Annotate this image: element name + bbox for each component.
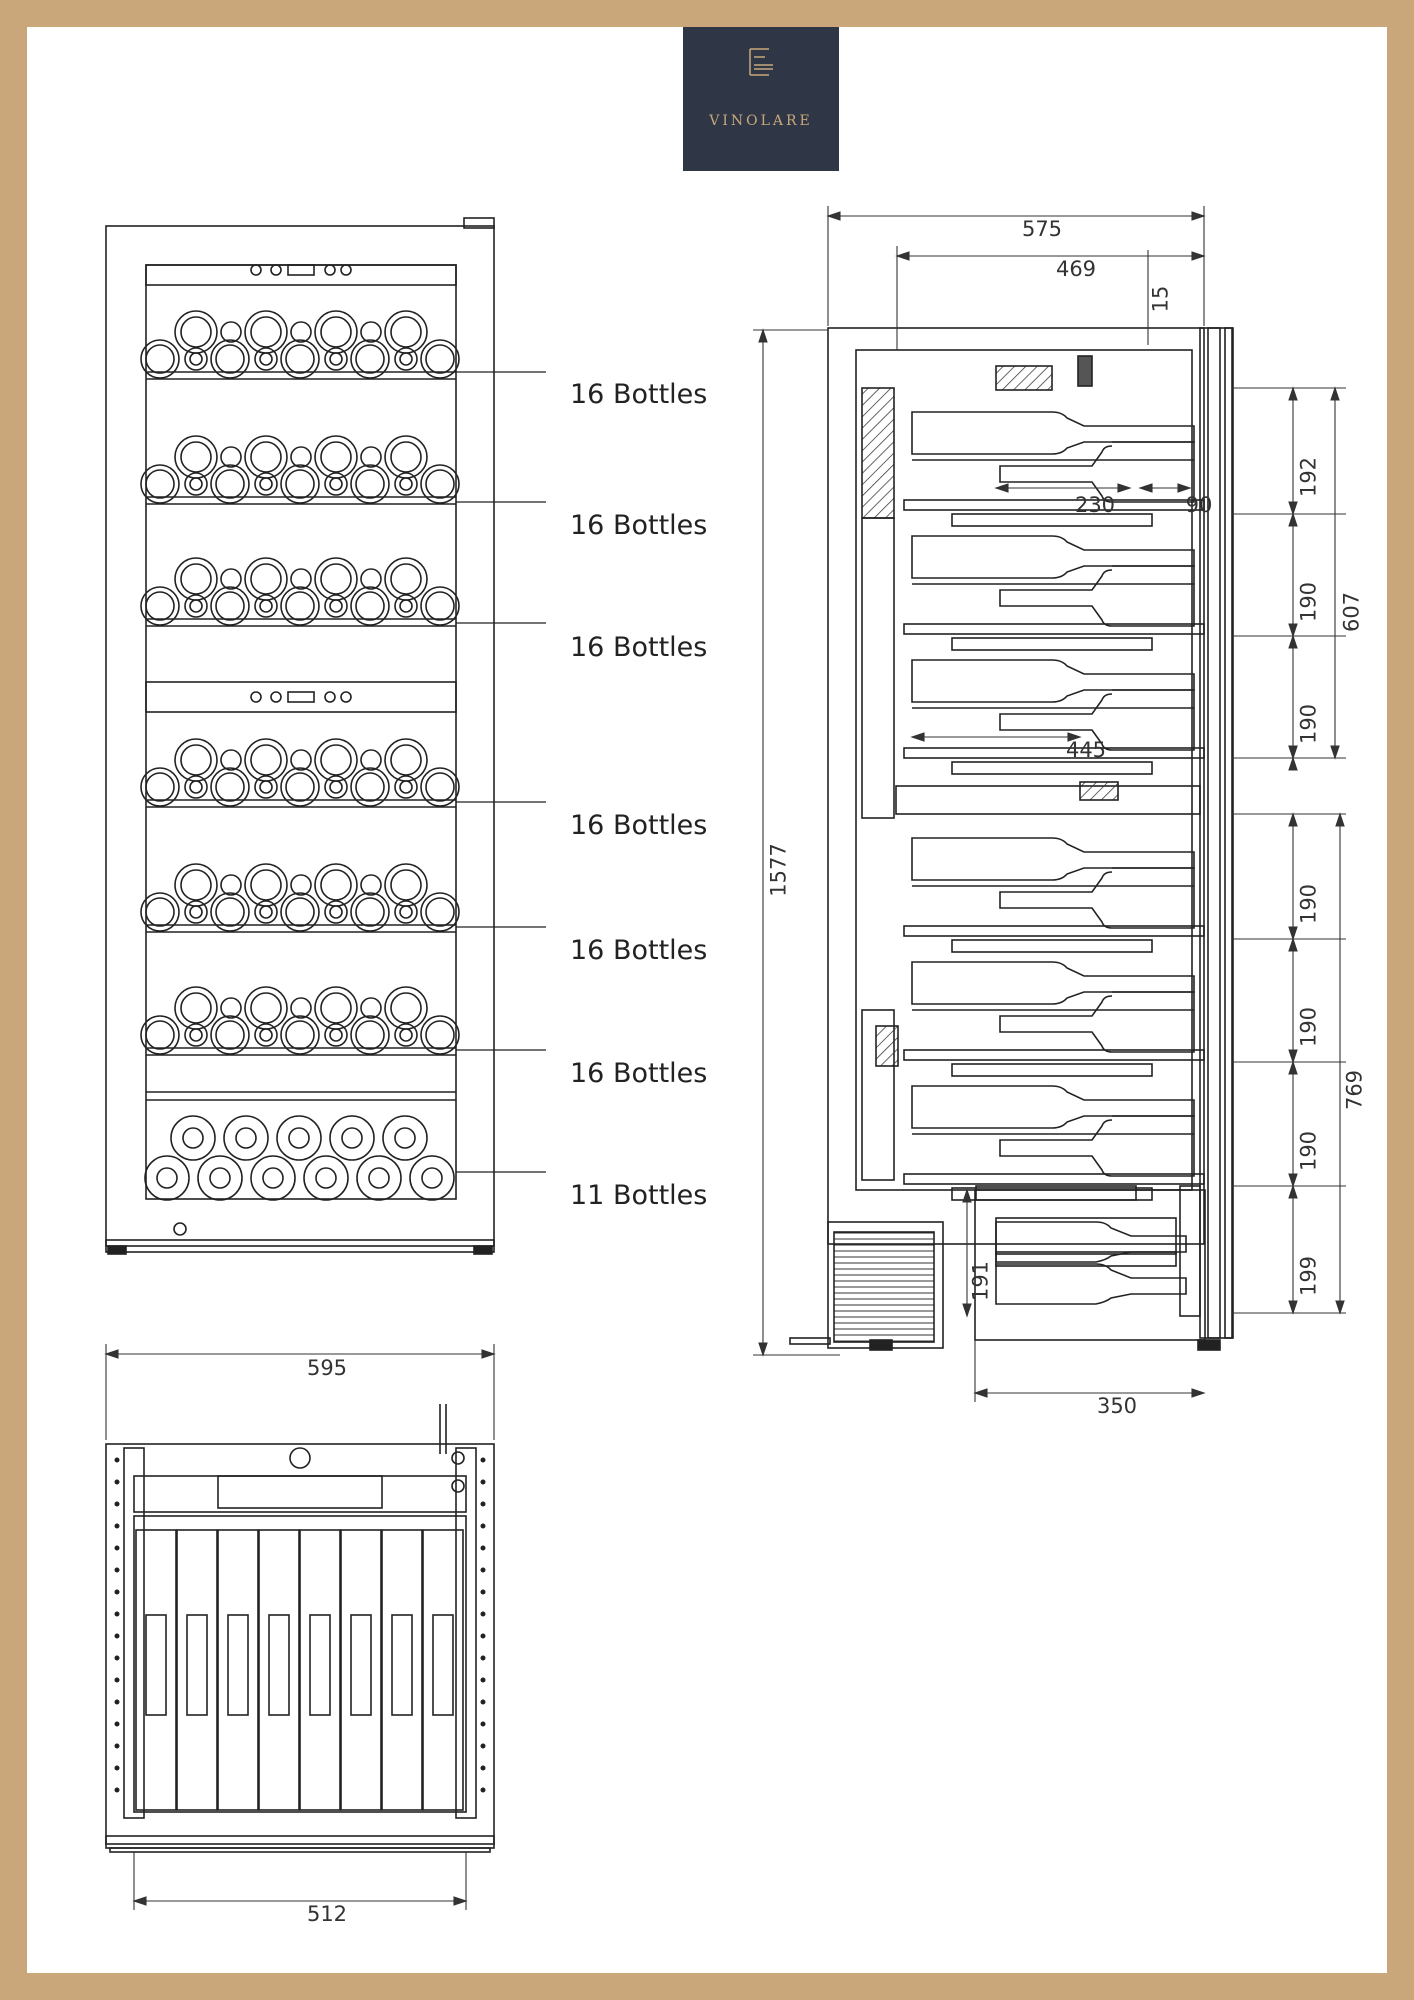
front-view-drawing (106, 218, 494, 1254)
dim-height-1577: 1577 (766, 843, 791, 897)
dim-height-191: 191 (968, 1260, 993, 1302)
dim-depth-469: 469 (1055, 257, 1097, 281)
dim-shelf-190-c: 190 (1296, 883, 1321, 925)
shelf-label-5: 16 Bottles (570, 935, 708, 966)
shelf-label-3: 16 Bottles (570, 632, 708, 663)
dim-zone-769: 769 (1342, 1069, 1367, 1111)
dim-shelf-190-e: 190 (1296, 1130, 1321, 1172)
shelf-label-2: 16 Bottles (570, 510, 708, 541)
dim-zone-607: 607 (1339, 591, 1364, 633)
dim-width-595: 595 (306, 1356, 348, 1380)
dim-shelf-199: 199 (1296, 1255, 1321, 1297)
dim-shelf-190-d: 190 (1296, 1006, 1321, 1048)
shelf-label-7: 11 Bottles (570, 1180, 708, 1211)
dim-bottle-90: 90 (1185, 493, 1213, 517)
dim-width-512: 512 (306, 1902, 348, 1926)
shelf-label-6: 16 Bottles (570, 1058, 708, 1089)
dim-shelf-190-a: 190 (1296, 581, 1321, 623)
dim-shelf-190-b: 190 (1296, 703, 1321, 745)
dim-shelf-192: 192 (1296, 456, 1321, 498)
shelf-label-1: 16 Bottles (570, 379, 708, 410)
technical-drawing (27, 27, 1387, 1973)
dim-bottle-445: 445 (1065, 738, 1107, 762)
dim-depth-575: 575 (1021, 217, 1063, 241)
dim-depth-350: 350 (1096, 1394, 1138, 1418)
side-view-drawing (790, 328, 1233, 1350)
brand-name: VINOLARE (709, 113, 813, 129)
dim-gap-15: 15 (1148, 285, 1173, 313)
shelf-label-4: 16 Bottles (570, 810, 708, 841)
top-view-drawing (106, 1404, 494, 1852)
dim-bottle-230: 230 (1074, 493, 1116, 517)
